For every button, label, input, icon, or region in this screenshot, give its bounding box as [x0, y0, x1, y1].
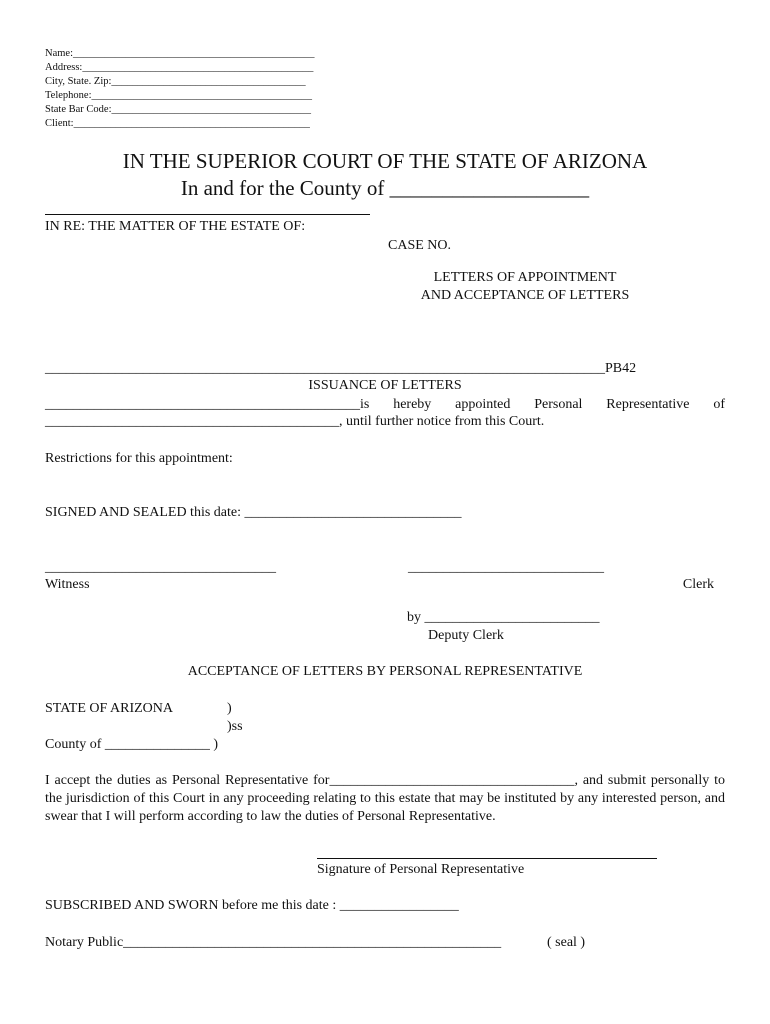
- witness-signature-blank: _________________________________: [45, 560, 276, 575]
- telephone-field: Telephone:__________________________________________: [45, 90, 312, 101]
- address-field: Address:____________________________________________: [45, 62, 314, 73]
- document-title-line-1: LETTERS OF APPOINTMENT: [433, 270, 617, 285]
- city-state-zip-field: City, State. Zip:_____________________________________: [45, 76, 306, 87]
- client-field: Client:_____________________________________________: [45, 118, 310, 129]
- appointment-line-2: __________________________________________, until further notice from this Court.: [45, 414, 545, 429]
- deputy-clerk-label: Deputy Clerk: [428, 628, 504, 643]
- appointment-line-1: _____________________________________________is hereby appointed Personal Representative of: [45, 397, 725, 412]
- state-of-arizona-label: STATE OF ARIZONA: [45, 701, 173, 716]
- seal-label: ( seal ): [547, 935, 586, 950]
- court-title: IN THE SUPERIOR COURT OF THE STATE OF ARIZONA: [122, 149, 648, 173]
- document-title-line-2: AND ACCEPTANCE OF LETTERS: [420, 288, 630, 303]
- name-field: Name:______________________________________________: [45, 48, 315, 59]
- acceptance-paragraph: I accept the duties as Personal Representative for___________________________________, and submit personally to the jurisdiction of this Court in any proceeding relating to this estate that may be instituted by any interested person, and swear that I will perform according to law the duties of Personal Representative.: [45, 773, 725, 824]
- issuance-heading: ISSUANCE OF LETTERS: [308, 378, 462, 393]
- form-code-line: ________________________________________________________________________________PB42: [45, 361, 637, 376]
- acceptance-heading: ACCEPTANCE OF LETTERS BY PERSONAL REPRESENTATIVE: [187, 664, 583, 679]
- case-number-label: CASE NO.: [388, 238, 452, 253]
- pr-signature-label: Signature of Personal Representative: [317, 862, 525, 877]
- state-bar-code-field: State Bar Code:______________________________________: [45, 104, 311, 115]
- pr-signature-rule: [317, 858, 657, 859]
- county-of-line: County of _______________ ): [45, 737, 219, 752]
- deputy-by-line: by _________________________: [407, 610, 600, 625]
- notary-public-line: Notary Public______________________________________________________: [45, 935, 502, 950]
- subscribed-sworn-line: SUBSCRIBED AND SWORN before me this date : _________________: [45, 898, 459, 913]
- signed-sealed-line: SIGNED AND SEALED this date: _______________________________: [45, 505, 462, 520]
- in-re-label: IN RE: THE MATTER OF THE ESTATE OF:: [45, 219, 306, 234]
- county-line: In and for the County of ___________________: [180, 176, 590, 200]
- caption-rule: [45, 214, 370, 215]
- witness-label: Witness: [45, 577, 90, 592]
- ss-label: )ss: [227, 719, 243, 734]
- restrictions-label: Restrictions for this appointment:: [45, 451, 233, 466]
- clerk-signature-blank: ____________________________: [408, 560, 604, 575]
- venue-paren: ): [227, 701, 232, 716]
- clerk-label: Clerk: [682, 577, 714, 592]
